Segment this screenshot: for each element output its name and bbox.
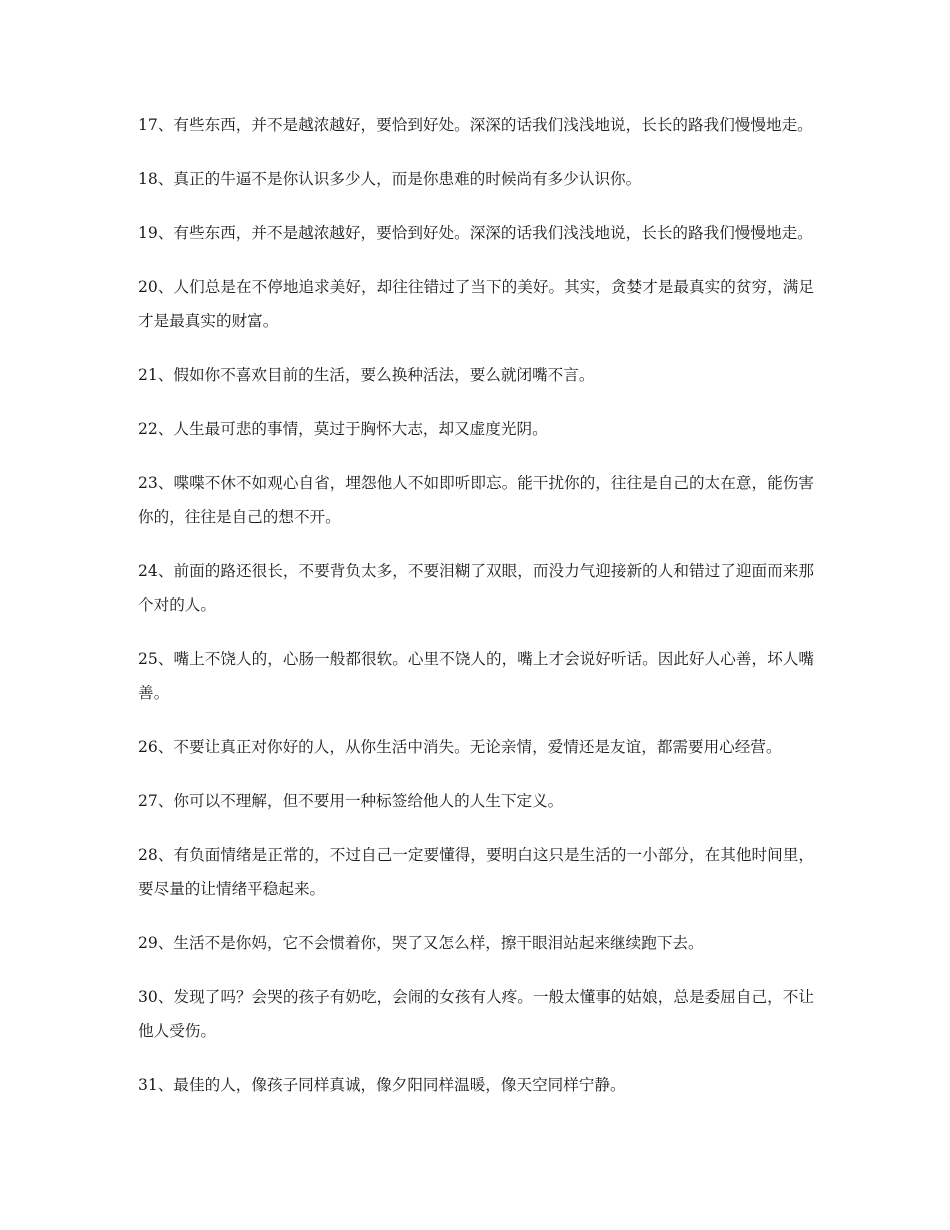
paragraph-31: 31、最佳的人，像孩子同样真诚，像夕阳同样温暖，像天空同样宁静。 — [138, 1076, 626, 1094]
paragraph-24: 24、前面的路还很长，不要背负太多，不要泪糊了双眼，而没力气迎接新的人和错过了迎面而来那个对的人。 — [138, 562, 814, 614]
paragraph-23: 23、喋喋不休不如观心自省，埋怨他人不如即听即忘。能干扰你的，往往是自己的太在意，能伤害你的，往往是自己的想不开。 — [138, 474, 814, 526]
paragraph-22: 22、人生最可悲的事情，莫过于胸怀大志，却又虚度光阴。 — [138, 420, 548, 438]
paragraph-19: 19、有些东西，并不是越浓越好，要恰到好处。深深的话我们浅浅地说，长长的路我们慢慢地走。 — [138, 224, 813, 242]
paragraph-30: 30、发现了吗？会哭的孩子有奶吃，会闹的女孩有人疼。一般太懂事的姑娘，总是委屈自己，不让他人受伤。 — [138, 988, 814, 1040]
paragraph-27: 27、你可以不理解，但不要用一种标签给他人的人生下定义。 — [138, 792, 564, 810]
paragraph-21: 21、假如你不喜欢目前的生活，要么换种活法，要么就闭嘴不言。 — [138, 366, 595, 384]
paragraph-25: 25、嘴上不饶人的，心肠一般都很软。心里不饶人的，嘴上才会说好听话。因此好人心善，坏人嘴善。 — [138, 650, 814, 702]
paragraph-26: 26、不要让真正对你好的人，从你生活中消失。无论亲情，爱情还是友谊，都需要用心经营。 — [138, 738, 782, 756]
paragraph-28: 28、有负面情绪是正常的，不过自己一定要懂得，要明白这只是生活的一小部分，在其他时间里，要尽量的让情绪平稳起来。 — [138, 846, 814, 898]
paragraph-18: 18、真正的牛逼不是你认识多少人，而是你患难的时候尚有多少认识你。 — [138, 170, 642, 188]
paragraph-29: 29、生活不是你妈，它不会惯着你，哭了又怎么样，擦干眼泪站起来继续跑下去。 — [138, 934, 704, 952]
document-body — [138, 108, 814, 1122]
paragraph-20: 20、人们总是在不停地追求美好，却往往错过了当下的美好。其实，贪婪才是最真实的贫穷，满足才是最真实的财富。 — [138, 278, 814, 330]
paragraph-17: 17、有些东西，并不是越浓越好，要恰到好处。深深的话我们浅浅地说，长长的路我们慢慢地走。 — [138, 116, 813, 134]
